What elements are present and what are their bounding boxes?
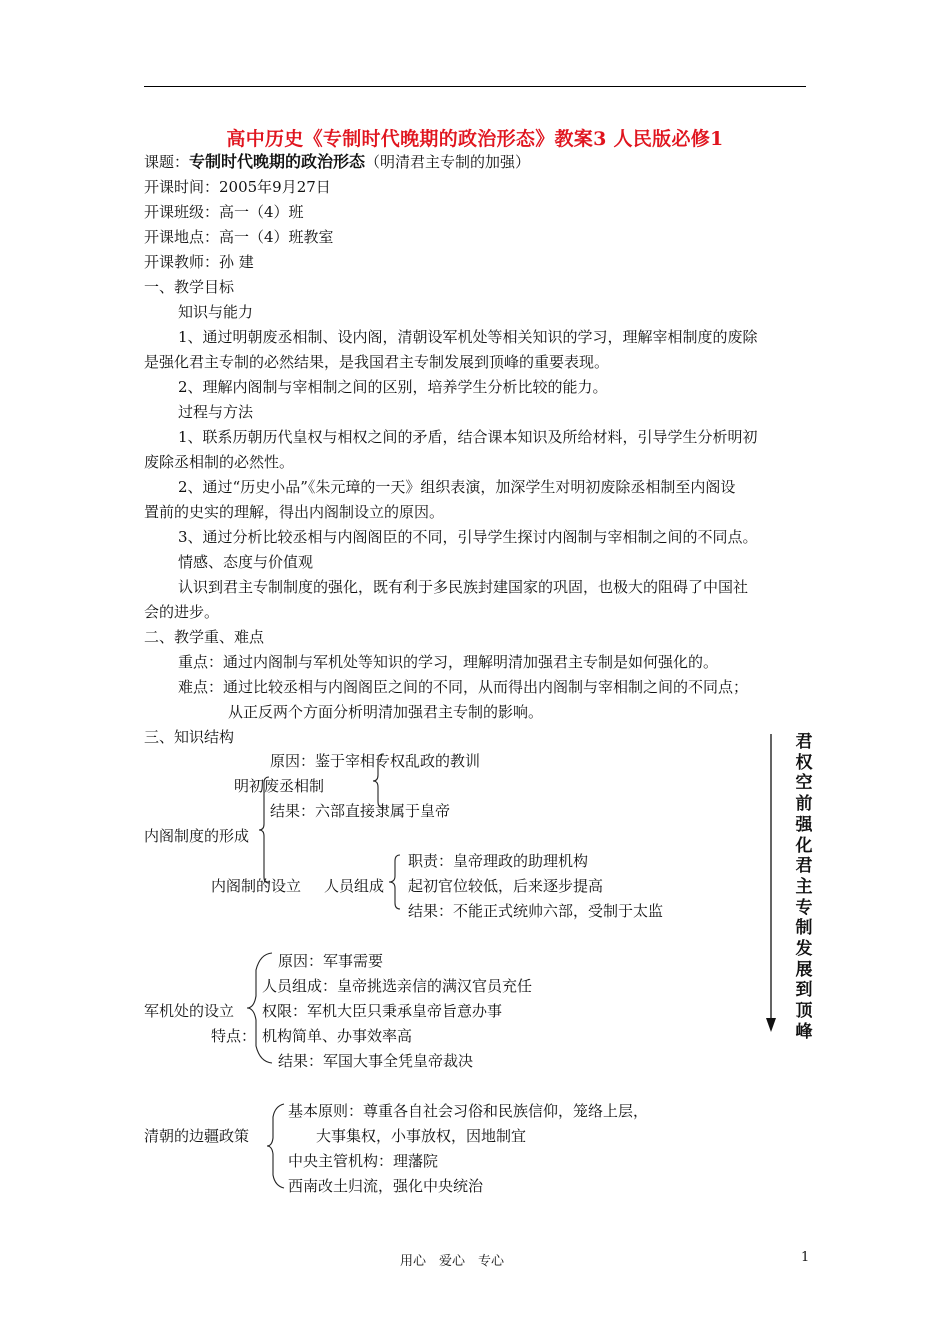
- border-southwest: 西南改土归流，强化中央统治: [288, 1177, 484, 1195]
- brace-abolish: [370, 753, 390, 809]
- side-note-char: 君: [795, 732, 813, 752]
- topic-line: [144, 152, 530, 172]
- junji-org: 机构简单、办事效率高: [262, 1027, 413, 1045]
- topic-subtitle: （明清君主专制的加强）: [365, 153, 531, 171]
- cabinet-result: 结果：不能正式统帅六部，受制于太监: [408, 902, 664, 920]
- side-note-vertical: [790, 732, 818, 1043]
- side-note-char: 空: [795, 773, 813, 794]
- abolish-node: 明初废丞相制: [234, 777, 325, 795]
- side-note-char: 发: [795, 939, 813, 960]
- class-teacher: 开课教师：孙 建: [144, 253, 254, 271]
- side-note-char: 化: [795, 835, 813, 856]
- junji-staff: 人员组成：皇帝挑选亲信的满汉官员充任: [262, 977, 533, 995]
- down-arrow-icon: [764, 734, 778, 1034]
- knowledge-item-2: 2、理解内阁制与宰相制之间的区别，培养学生分析比较的能力。: [178, 378, 608, 396]
- side-note-char: 顶: [795, 1001, 813, 1022]
- junji-traits: 特点：: [211, 1027, 257, 1045]
- cabinet-setup: 内阁制的设立: [211, 877, 302, 895]
- topic-title: 专制时代晚期的政治形态: [189, 152, 366, 171]
- border-principle-b: 大事集权，小事放权，因地制宜: [316, 1127, 527, 1145]
- difficult-point-a: 难点：通过比较丞相与内阁阁臣之间的不同，从而得出内阁制与宰相制之间的不同点；: [178, 678, 749, 696]
- brace-cabinet-root: [256, 776, 274, 884]
- knowledge-item-1a: 1、通过明朝废丞相制、设内阁，清朝设军机处等相关知识的学习，理解宰相制度的废除: [178, 328, 758, 346]
- cabinet-rank: 起初官位较低，后来逐步提高: [408, 877, 604, 895]
- page-number: 1: [801, 1250, 810, 1265]
- process-item-2b: 置前的史实的理解，得出内阁制设立的原因。: [144, 503, 445, 521]
- class-group: 开课班级：高一（4）班: [144, 203, 304, 221]
- section-goals-heading: 一、教学目标: [144, 278, 235, 296]
- junji-power: 权限：军机大臣只秉承皇帝旨意办事: [262, 1002, 503, 1020]
- staff-node: 人员组成: [324, 877, 385, 895]
- emotion-item-b: 会的进步。: [144, 603, 220, 621]
- border-principle-a: 基本原则：尊重各自社会习俗和民族信仰，笼络上层，: [288, 1102, 649, 1120]
- class-time: 开课时间：2005年9月27日: [144, 178, 331, 196]
- side-note-char: 强: [795, 814, 813, 835]
- side-note-char: 峰: [795, 1021, 813, 1042]
- section-structure-heading: 三、知识结构: [144, 728, 235, 746]
- class-place: 开课地点：高一（4）班教室: [144, 228, 334, 246]
- topic-label: 课题：: [144, 153, 190, 171]
- abolish-reason: 原因：鉴于宰相专权乱政的教训: [270, 752, 481, 770]
- header-rule: [144, 86, 806, 87]
- process-item-3: 3、通过分析比较丞相与内阁阁臣的不同，引导学生探讨内阁制与宰相制之间的不同点。: [178, 528, 758, 546]
- junji-reason: 原因：军事需要: [278, 952, 384, 970]
- difficult-point-b: 从正反两个方面分析明清加强君主专制的影响。: [228, 703, 544, 721]
- footer-slogan: 用心 爱心 专心: [400, 1254, 505, 1269]
- key-point: 重点：通过内阁制与军机处等知识的学习，理解明清加强君主专制是如何强化的。: [178, 653, 719, 671]
- side-note-char: 制: [795, 918, 813, 939]
- section-focus-heading: 二、教学重、难点: [144, 628, 265, 646]
- process-item-1b: 废除丞相制的必然性。: [144, 453, 295, 471]
- side-note-char: 前: [795, 794, 813, 815]
- abolish-result: 结果：六部直接隶属于皇帝: [270, 802, 451, 820]
- side-note-char: 专: [795, 897, 813, 918]
- junji-root: 军机处的设立: [144, 1002, 235, 1020]
- cabinet-root: 内阁制度的形成: [144, 827, 250, 845]
- cabinet-duty: 职责：皇帝理政的助理机构: [408, 852, 589, 870]
- knowledge-title: 知识与能力: [178, 303, 254, 321]
- side-note-char: 展: [795, 959, 813, 980]
- process-item-1a: 1、联系历朝历代皇权与相权之间的矛盾，结合课本知识及所给材料，引导学生分析明初: [178, 428, 758, 446]
- junji-result: 结果：军国大事全凭皇帝裁决: [278, 1052, 474, 1070]
- document-title: 高中历史《专制时代晚期的政治形态》教案3 人民版必修1: [226, 128, 724, 150]
- process-item-2a: 2、通过“历史小品”《朱元璋的一天》组织表演，加深学生对明初废除丞相制至内阁设: [178, 478, 736, 496]
- border-org: 中央主管机构：理藩院: [288, 1152, 439, 1170]
- emotion-item-a: 认识到君主专制制度的强化，既有利于多民族封建国家的巩固，也极大的阻碍了中国社: [178, 578, 749, 596]
- side-note-char: 主: [795, 876, 813, 897]
- brace-staff: [386, 854, 404, 910]
- emotion-title: 情感、态度与价值观: [178, 553, 314, 571]
- side-note-char: 君: [795, 856, 813, 877]
- side-note-char: 权: [795, 752, 813, 773]
- process-title: 过程与方法: [178, 403, 254, 421]
- brace-junji: [244, 952, 278, 1064]
- border-root: 清朝的边疆政策: [144, 1127, 250, 1145]
- side-note-char: 到: [795, 980, 813, 1001]
- knowledge-item-1b: 是强化君主专制的必然结果，是我国君主专制发展到顶峰的重要表现。: [144, 353, 610, 371]
- brace-border: [264, 1103, 288, 1189]
